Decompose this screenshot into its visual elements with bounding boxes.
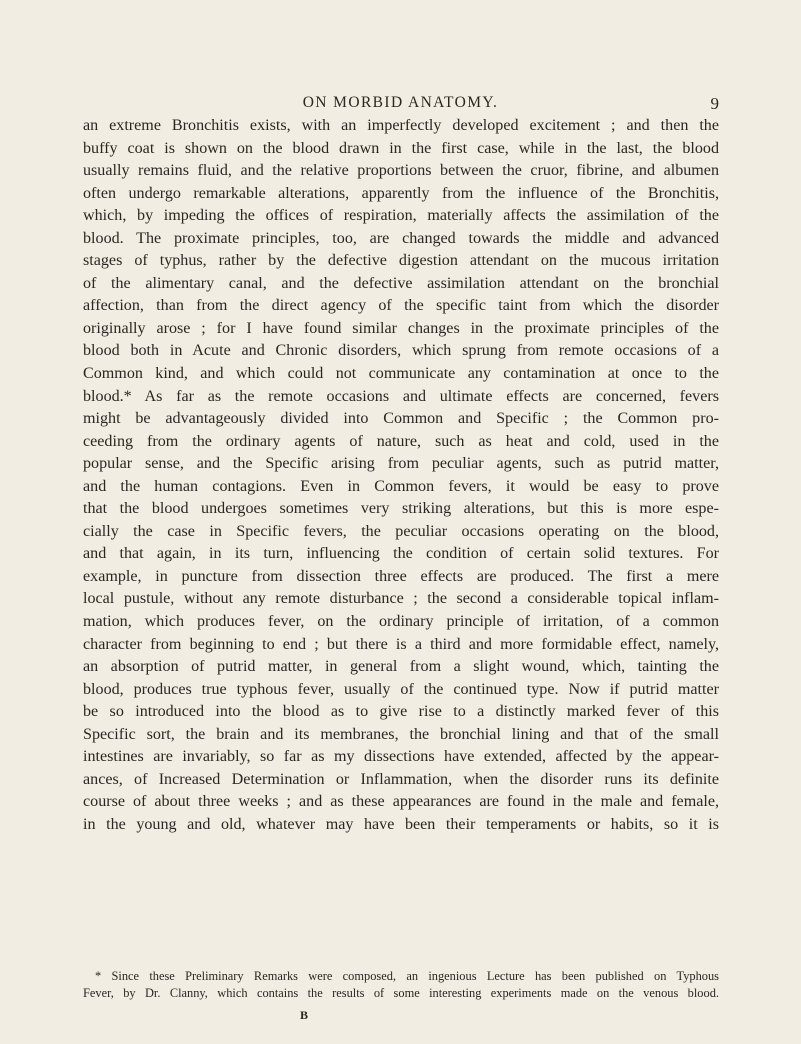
text-line: usually remains fluid, and the relative proportions between the cruor, fibrine, and albumen [83, 162, 719, 180]
text-line: intestines are invariably, so far as my dissections have extended, affected by the appear- [83, 748, 719, 766]
running-head [0, 94, 801, 116]
text-line: of the alimentary canal, and the defective assimilation attendant on the bronchial [83, 274, 719, 292]
text-line: Specific sort, the brain and its membranes, the bronchial lining and that of the small [83, 725, 719, 743]
text-line: an absorption of putrid matter, in general from a slight wound, which, tainting the [83, 658, 719, 676]
text-line: blood.* As far as the remote occasions and ultimate effects are concerned, fevers [83, 387, 719, 405]
footnote-line: * Since these Preliminary Remarks were composed, an ingenious Lecture has been published on Typhous [95, 969, 719, 983]
text-line: and the human contagions. Even in Common fevers, it would be easy to prove [83, 477, 719, 495]
text-line: buffy coat is shown on the blood drawn in the first case, while in the last, the blood [83, 139, 719, 157]
text-line: blood. The proximate principles, too, are changed towards the middle and advanced [83, 229, 719, 247]
signature-mark: B [300, 1008, 309, 1022]
text-line: blood, produces true typhous fever, usually of the continued type. Now if putrid matter [83, 680, 719, 698]
text-line: and that again, in its turn, influencing the condition of certain solid textures. For [83, 545, 719, 563]
text-line: affection, than from the direct agency of the specific taint from which the disorder [83, 297, 719, 315]
text-line: be so introduced into the blood as to give rise to a distinctly marked fever of this [83, 703, 719, 721]
body-text [83, 115, 719, 837]
text-line: mation, which produces fever, on the ordinary principle of irritation, of a common [83, 613, 719, 631]
running-title: ON MORBID ANATOMY. [302, 94, 499, 111]
text-line: ances, of Increased Determination or Inflammation, when the disorder runs its definite [83, 770, 719, 788]
footnote [83, 968, 719, 1002]
text-line: ceeding from the ordinary agents of nature, such as heat and cold, used in the [83, 432, 719, 450]
footnote-line: Fever, by Dr. Clanny, which contains the results of some interesting experiments made on the venous blood. [83, 986, 719, 1000]
page-number: 9 [710, 94, 719, 113]
text-line: character from beginning to end ; but there is a third and more formidable effect, namely, [83, 635, 719, 653]
text-line: in the young and old, whatever may have been their temperaments or habits, so it is [83, 815, 719, 833]
text-line: originally arose ; for I have found similar changes in the proximate principles of the [83, 319, 719, 337]
text-line: local pustule, without any remote disturbance ; the second a considerable topical inflam- [83, 590, 719, 608]
text-line: often undergo remarkable alterations, apparently from the influence of the Bronchitis, [83, 184, 719, 202]
text-line: example, in puncture from dissection three effects are produced. The first a mere [83, 567, 719, 585]
text-line: might be advantageously divided into Common and Specific ; the Common pro- [83, 410, 719, 428]
text-line: an extreme Bronchitis exists, with an imperfectly developed excitement ; and then the [83, 117, 719, 134]
text-line: blood both in Acute and Chronic disorders, which sprung from remote occasions of a [83, 342, 719, 360]
text-line: course of about three weeks ; and as these appearances are found in the male and female, [83, 793, 719, 811]
text-line: which, by impeding the offices of respiration, materially affects the assimilation of the [83, 207, 719, 225]
text-line: cially the case in Specific fevers, the peculiar occasions operating on the blood, [83, 522, 719, 540]
text-line: stages of typhus, rather by the defective digestion attendant on the mucous irritation [83, 252, 719, 270]
text-line: Common kind, and which could not communicate any contamination at once to the [83, 365, 719, 383]
text-line: that the blood undergoes sometimes very striking alterations, but this is more espe- [83, 500, 719, 518]
text-line: popular sense, and the Specific arising from peculiar agents, such as putrid matter, [83, 455, 719, 473]
